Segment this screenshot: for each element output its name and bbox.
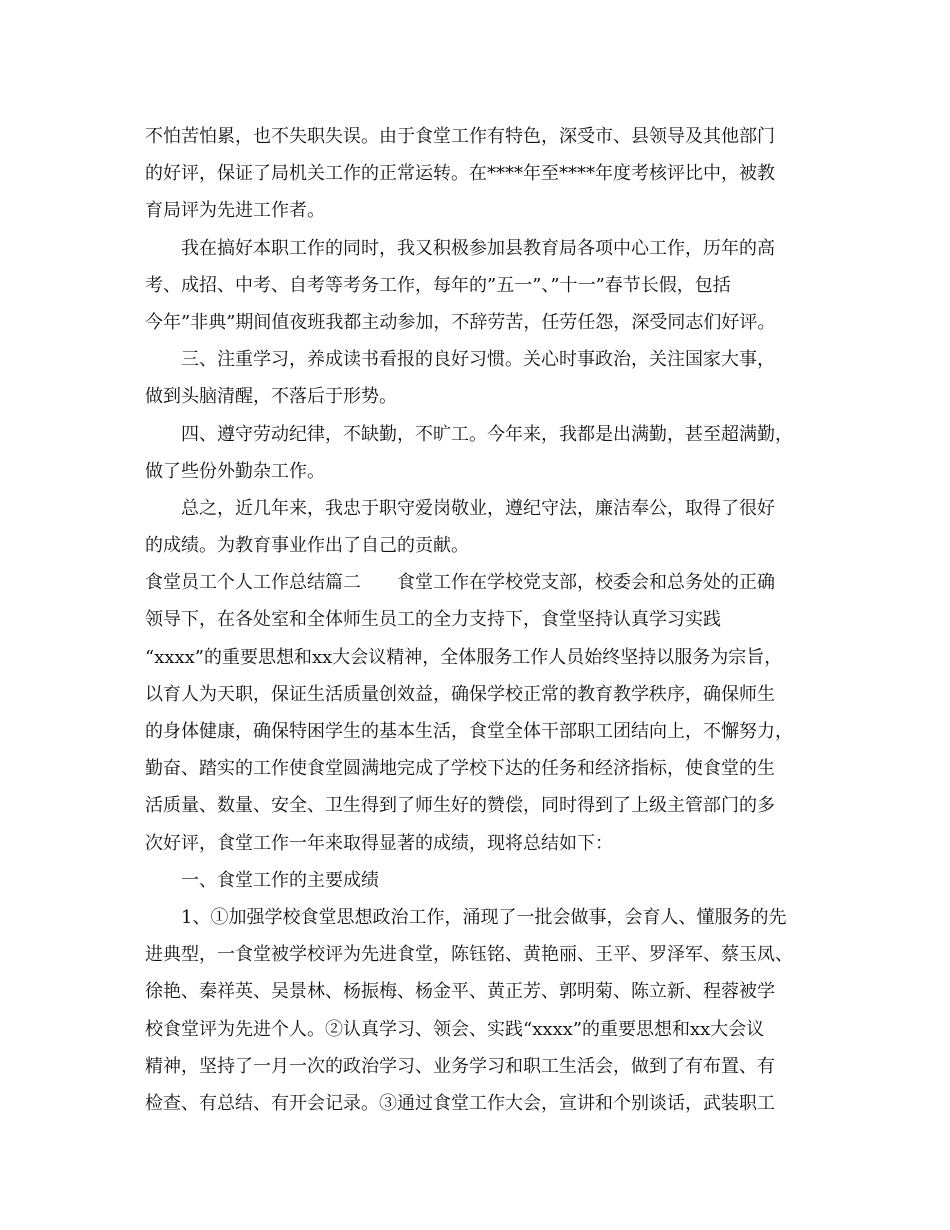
text-line: 的好评，保证了局机关工作的正常运转。在****年至****年度考核评比中，被教	[145, 163, 775, 185]
text-line: 活质量、数量、安全、卫生得到了师生好的赞偿，同时得到了上级主管部门的多	[145, 795, 775, 817]
text-line: 育局评为先进工作者。	[145, 200, 325, 222]
text-line: 四、遵守劳动纪律，不缺勤，不旷工。今年来，我都是出满勤，甚至超满勤，	[181, 423, 793, 445]
text-line: 检查、有总结、有开会记录。③通过食堂工作大会，宣讲和个别谈话，武装职工	[145, 1092, 775, 1114]
text-line: 考、成招、中考、自考等考务工作，每年的”五一”、”十一”春节长假，包括	[145, 274, 731, 296]
text-line: 次好评，食堂工作一年来取得显著的成绩，现将总结如下：	[145, 832, 613, 854]
text-line: 的成绩。为教育事业作出了自己的贡献。	[145, 535, 469, 557]
text-line: 三、注重学习，养成读书看报的良好习惯。关心时事政治，关注国家大事，	[181, 349, 775, 371]
text-line: 今年”非典”期间值夜班我都主动参加，不辞劳苦，任劳任怨，深受同志们好评。	[145, 311, 776, 333]
document-body	[145, 118, 813, 1122]
text-line: 勤奋、踏实的工作使食堂圆满地完成了学校下达的任务和经济指标，使食堂的生	[145, 758, 775, 780]
text-line: 做了些份外勤杂工作。	[145, 460, 325, 482]
section-heading-line: 食堂员工个人工作总结篇二 食堂工作在学校党支部，校委会和总务处的正确	[145, 572, 775, 594]
text-line: “xxxx”的重要思想和xx大会议精神，全体服务工作人员始终坚持以服务为宗旨，	[145, 646, 783, 668]
text-line: 领导下，在各处室和全体师生员工的全力支持下，食堂坚持认真学习实践	[145, 609, 721, 631]
text-line: 不怕苦怕累，也不失职失误。由于食堂工作有特色，深受市、县领导及其他部门	[145, 126, 775, 147]
text-line: 进典型，一食堂被学校评为先进食堂，陈钰铭、黄艳丽、王平、罗泽军、蔡玉凤、	[145, 944, 793, 966]
text-line: 的身体健康，确保特困学生的基本生活，食堂全体干部职工团结向上，不懈努力，	[145, 721, 793, 742]
text-line: 我在搞好本职工作的同时，我又积极参加县教育局各项中心工作，历年的高	[181, 237, 775, 259]
text-line: 精神，坚持了一月一次的政治学习、业务学习和职工生活会，做到了有布置、有	[145, 1055, 775, 1077]
text-line: 总之，近几年来，我忠于职守爱岗敬业，遵纪守法，廉洁奉公，取得了很好	[181, 497, 775, 519]
subsection-heading-line: 一、食堂工作的主要成绩	[181, 869, 379, 891]
text-line: 做到头脑清醒，不落后于形势。	[145, 386, 397, 408]
text-line: 以育人为天职，保证生活质量创效益，确保学校正常的教育教学秩序，确保师生	[145, 683, 775, 705]
text-line: 徐艳、秦祥英、吴景林、杨振梅、杨金平、黄正芳、郭明菊、陈立新、程蓉被学	[145, 981, 775, 1003]
text-line: 1、①加强学校食堂思想政治工作，涌现了一批会做事，会育人、懂服务的先	[181, 906, 787, 928]
text-line: 校食堂评为先进个人。②认真学习、领会、实践“xxxx”的重要思想和xx大会议	[145, 1018, 765, 1040]
